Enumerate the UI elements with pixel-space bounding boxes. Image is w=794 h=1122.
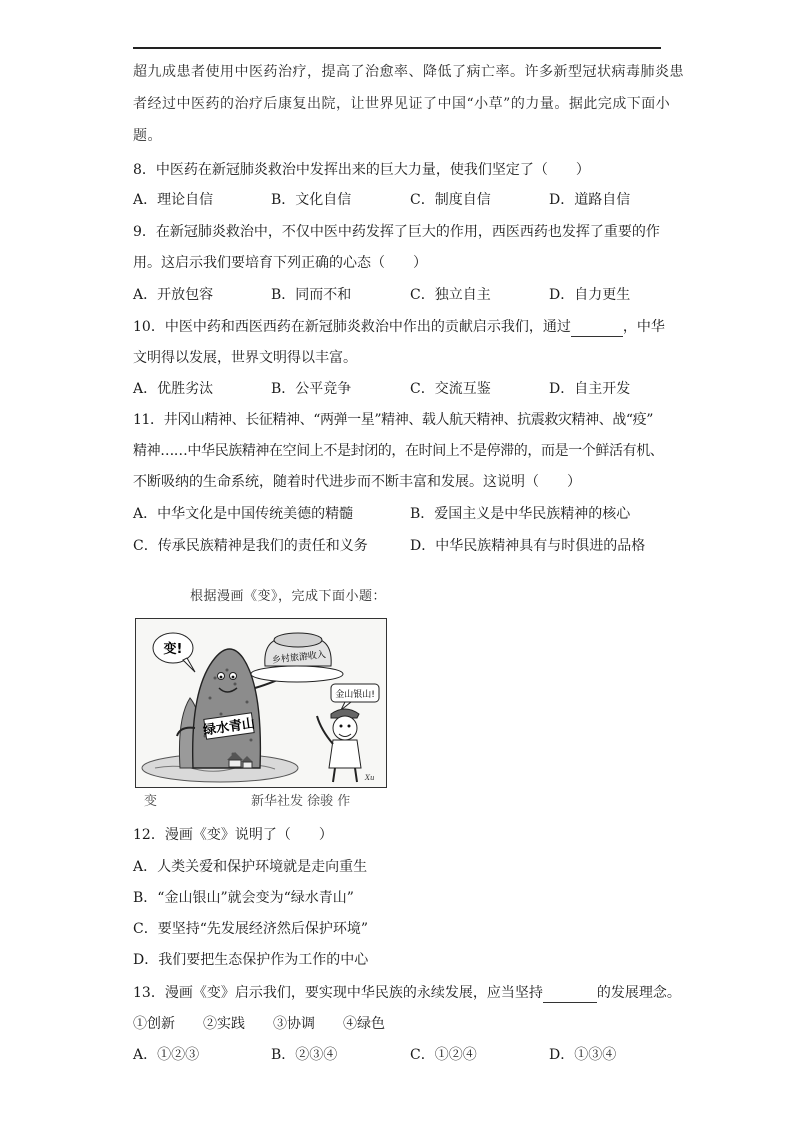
q13-item-1: ①创新 xyxy=(133,1016,175,1032)
bubble-jinshan: 金山银山! xyxy=(335,690,375,700)
top-rule xyxy=(133,47,661,49)
q9-stem-1: 9．在新冠肺炎救治中，不仅中医中药发挥了巨大的作用，西医西药也发挥了重要的作 xyxy=(133,224,660,240)
q10-option-a[interactable]: A．优胜劣汰 xyxy=(133,381,214,397)
cartoon-intro: 根据漫画《变》，完成下面小题： xyxy=(190,589,387,604)
q9-option-b[interactable]: B．同而不和 xyxy=(271,287,352,303)
q12-option-c[interactable]: C．要坚持“先发展经济然后保护环境” xyxy=(133,921,369,937)
q13-option-a[interactable]: A．①②③ xyxy=(133,1047,200,1063)
cartoon-caption-credit: 新华社发 徐骏 作 xyxy=(251,794,351,809)
q13-option-c[interactable]: C．①②④ xyxy=(410,1047,477,1063)
intro-line-3: 题。 xyxy=(133,128,162,144)
q10-option-c[interactable]: C．交流互鉴 xyxy=(410,381,491,397)
q13-stem-part-a: 13．漫画《变》启示我们，要实现中华民族的永续发展，应当坚持 xyxy=(133,985,543,1001)
cartoon-caption-title: 变 xyxy=(144,794,158,809)
q10-answer-blank[interactable] xyxy=(571,321,623,337)
q10-stem-1-part-a: 10．中医中药和西医西药在新冠肺炎救治中作出的贡献启示我们，通过 xyxy=(133,319,571,335)
q12-stem: 12．漫画《变》说明了（ ） xyxy=(133,827,333,843)
intro-line-1: 超九成患者使用中医药治疗，提高了治愈率、降低了病亡率。许多新型冠状病毒肺炎患 xyxy=(133,64,684,80)
mountain-label: 绿水青山 xyxy=(202,716,257,739)
q10-option-d[interactable]: D．自主开发 xyxy=(549,381,631,397)
q13-item-4: ④绿色 xyxy=(343,1016,385,1032)
plate-shape xyxy=(251,666,343,682)
q11-option-b[interactable]: B．爱国主义是中华民族精神的核心 xyxy=(410,506,631,522)
q13-item-2: ②实践 xyxy=(203,1016,245,1032)
q8-option-a[interactable]: A．理论自信 xyxy=(133,192,214,208)
q12-option-d[interactable]: D．我们要把生态保护作为工作的中心 xyxy=(133,952,369,968)
q8-option-d[interactable]: D．道路自信 xyxy=(549,192,631,208)
q8-option-c[interactable]: C．制度自信 xyxy=(410,192,491,208)
q12-option-b[interactable]: B．“金山银山”就会变为“绿水青山” xyxy=(133,890,354,906)
q13-option-d[interactable]: D．①③④ xyxy=(549,1047,617,1063)
q11-stem-2: 精神……中华民族精神在空间上不是封闭的，在时间上不是停滞的，而是一个鲜活有机、 xyxy=(133,443,664,459)
cartoon-svg xyxy=(135,618,387,814)
q9-option-d[interactable]: D．自力更生 xyxy=(549,287,631,303)
q13-answer-blank[interactable] xyxy=(543,987,597,1003)
q11-option-a[interactable]: A．中华文化是中国传统美德的精髓 xyxy=(133,506,354,522)
q13-item-3: ③协调 xyxy=(273,1016,315,1032)
q13-stem xyxy=(133,983,681,1003)
intro-line-2: 者经过中医药的治疗后康复出院，让世界见证了中国“小草”的力量。据此完成下面小 xyxy=(133,96,671,112)
q9-option-a[interactable]: A．开放包容 xyxy=(133,287,214,303)
q12-option-a[interactable]: A．人类关爱和保护环境就是走向重生 xyxy=(133,859,368,875)
q10-option-b[interactable]: B．公平竞争 xyxy=(271,381,352,397)
q13-option-b[interactable]: B．②③④ xyxy=(271,1047,338,1063)
q8-option-b[interactable]: B．文化自信 xyxy=(271,192,352,208)
artist-signature: Xu xyxy=(365,774,375,782)
q11-option-c[interactable]: C．传承民族精神是我们的责任和义务 xyxy=(133,538,368,554)
q9-stem-2: 用。这启示我们要培育下列正确的心态（ ） xyxy=(133,255,427,271)
q11-option-d[interactable]: D．中华民族精神具有与时俱进的品格 xyxy=(410,538,646,554)
q10-stem-1-part-b: ，中华 xyxy=(622,319,665,335)
q10-stem-2: 文明得以发展，世界文明得以丰富。 xyxy=(133,350,357,366)
q9-option-c[interactable]: C．独立自主 xyxy=(410,287,491,303)
q11-stem-1: 11．井冈山精神、长征精神、“两弹一星”精神、载人航天精神、抗震救灾精神、战“疫” xyxy=(133,412,654,428)
q10-stem-1 xyxy=(133,317,665,337)
cartoon-illustration xyxy=(135,618,387,814)
q11-stem-3: 不断吸纳的生命系统，随着时代进步而不断丰富和发展。这说明（ ） xyxy=(133,474,581,490)
plate-text: 乡村旅游收入 xyxy=(271,650,327,666)
q13-stem-part-b: 的发展理念。 xyxy=(596,985,681,1001)
q8-stem: 8．中医药在新冠肺炎救治中发挥出来的巨大力量，使我们坚定了（ ） xyxy=(133,162,590,178)
bubble-bian: 变! xyxy=(163,642,183,657)
